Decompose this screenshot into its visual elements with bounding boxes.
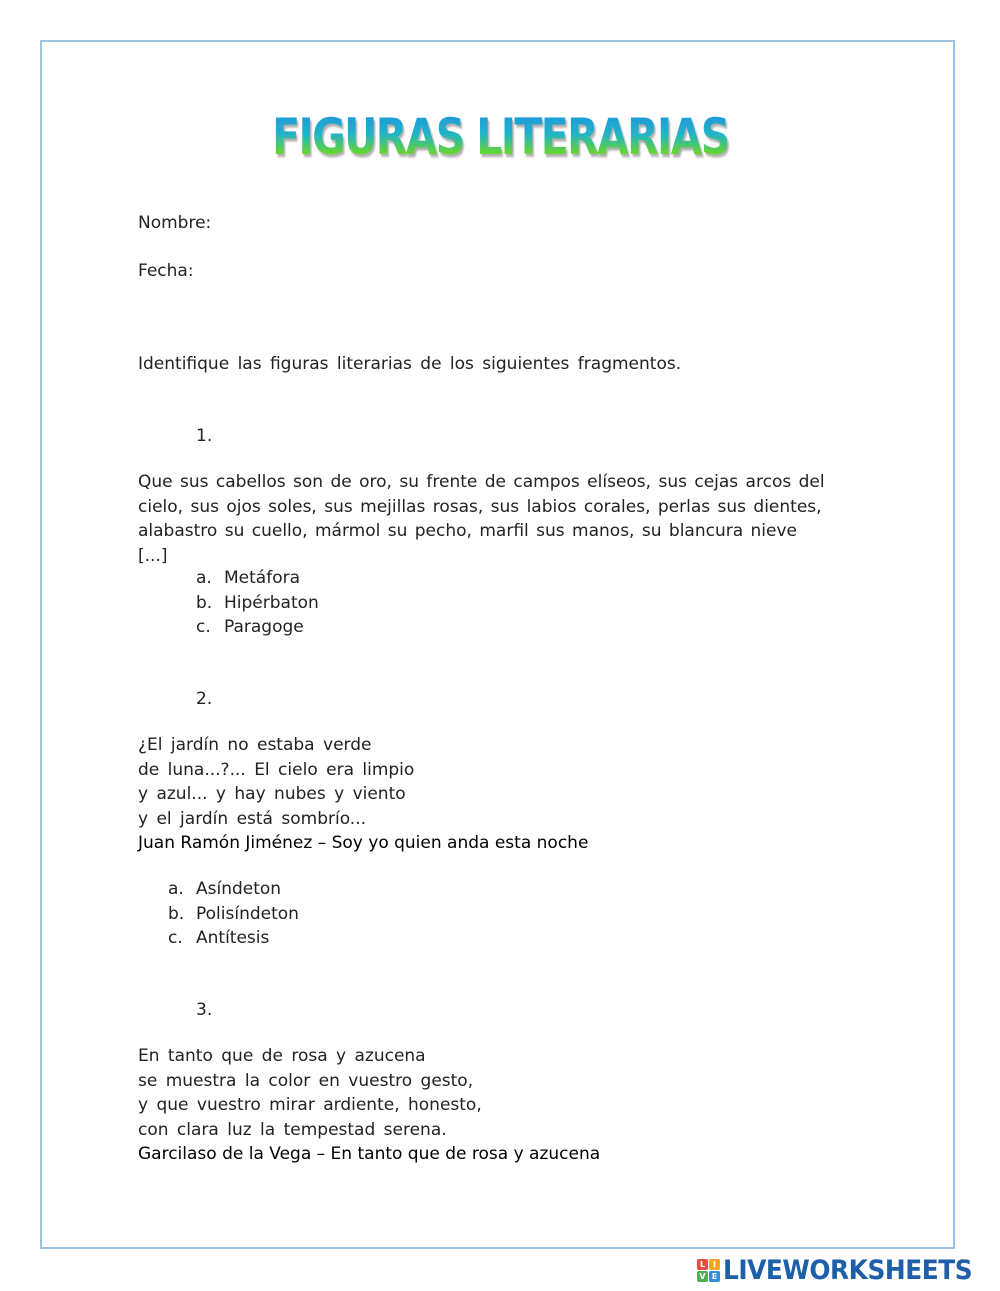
fragment-line: Que sus cabellos son de oro, su frente de campos elíseos, sus cejas arcos del xyxy=(138,472,825,492)
poem-line: se muestra la color en vuestro gesto, xyxy=(138,1071,474,1091)
question-2-option-a[interactable] xyxy=(168,877,281,902)
question-1-option-b[interactable] xyxy=(196,591,319,616)
question-2-option-c[interactable] xyxy=(168,926,269,951)
liveworksheets-logo[interactable] xyxy=(697,1256,994,1284)
option-letter: b. xyxy=(168,904,185,924)
option-text: Antítesis xyxy=(196,928,270,948)
logo-cell: I xyxy=(709,1259,720,1270)
poem-line: ¿El jardín no estaba verde xyxy=(138,735,372,755)
option-text: Asíndeton xyxy=(196,879,282,899)
logo-cell: V xyxy=(697,1271,708,1282)
question-1-fragment xyxy=(138,470,833,568)
page-title: FIGURAS LITERARIAS xyxy=(271,108,729,166)
option-letter: c. xyxy=(196,617,211,637)
question-2-option-b[interactable] xyxy=(168,902,299,927)
question-1-number: 1. xyxy=(196,426,213,446)
poem-line: En tanto que de rosa y azucena xyxy=(138,1046,426,1066)
poem-line: con clara luz la tempestad serena. xyxy=(138,1120,447,1140)
poem-line: y que vuestro mirar ardiente, honesto, xyxy=(138,1095,482,1115)
date-label: Fecha: xyxy=(138,261,194,281)
instructions: Identifique las figuras literarias de los siguientes fragmentos. xyxy=(138,354,682,374)
option-text: Paragoge xyxy=(224,617,304,637)
question-1-option-c[interactable] xyxy=(196,615,304,640)
poem-author: Juan Ramón Jiménez – Soy yo quien anda esta noche xyxy=(138,833,589,853)
option-letter: a. xyxy=(168,879,184,899)
logo-cell: E xyxy=(709,1271,720,1282)
option-letter: c. xyxy=(168,928,183,948)
logo-cell: L xyxy=(697,1259,708,1270)
question-1-option-a[interactable] xyxy=(196,566,300,591)
fragment-line: cielo, sus ojos soles, sus mejillas rosas, sus labios corales, perlas sus dientes, xyxy=(138,496,822,517)
logo-text: LIVEWORKSHEETS xyxy=(723,1254,973,1286)
title-container xyxy=(0,108,1000,166)
option-text: Polisíndeton xyxy=(196,904,299,924)
poem-line: y el jardín está sombrío... xyxy=(138,809,367,829)
question-3-number: 3. xyxy=(196,1000,213,1020)
option-letter: b. xyxy=(196,593,213,613)
poem-line: y azul... y hay nubes y viento xyxy=(138,784,406,804)
poem-line: de luna...?... El cielo era limpio xyxy=(138,760,415,780)
option-text: Hipérbaton xyxy=(224,593,319,613)
fragment-line: alabastro su cuello, mármol su pecho, marfil sus manos, su blancura nieve [...] xyxy=(138,521,798,566)
option-letter: a. xyxy=(196,568,212,588)
logo-mark-icon xyxy=(697,1259,720,1282)
question-2-number: 2. xyxy=(196,689,213,709)
poem-author: Garcilaso de la Vega – En tanto que de rosa y azucena xyxy=(138,1144,601,1164)
name-label: Nombre: xyxy=(138,213,212,233)
option-text: Metáfora xyxy=(224,568,301,588)
